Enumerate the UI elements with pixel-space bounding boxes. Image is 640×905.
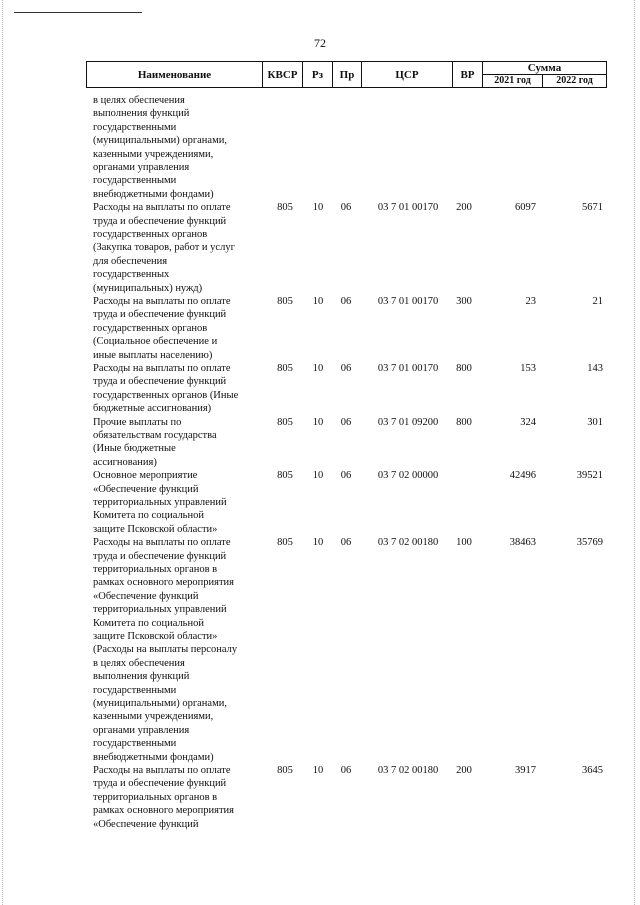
cell-name-line: государственных [93, 269, 170, 281]
cell-2021: 153 [520, 363, 536, 374]
cell-name-line: (Социальное обеспечение и [93, 336, 218, 348]
header-year-2022: 2022 год [556, 75, 593, 86]
cell-rz: 10 [312, 363, 324, 374]
header-year-2021: 2021 год [483, 75, 543, 87]
cell-name-line: Прочие выплаты по [93, 416, 182, 428]
cell-kvsr: 805 [277, 765, 293, 776]
cell-2021: 42496 [509, 470, 536, 482]
cell-name-line: защите Псковской области» [93, 523, 218, 535]
cell-2022: 21 [592, 296, 603, 307]
cell-name-line: (Иные бюджетные [93, 443, 176, 455]
cell-name-line: рамках основного мероприятия [93, 577, 234, 589]
cell-name-line: Комитета по социальной [93, 510, 204, 522]
cell-kvsr: 805 [277, 416, 293, 428]
cell-2022: 143 [587, 363, 603, 374]
cell-name-line: иные выплаты населению) [93, 349, 213, 361]
cell-2022: 35769 [576, 537, 603, 549]
cell-name-line: выполнения функций [93, 671, 190, 683]
cell-name-line: Основное мероприятие [93, 470, 198, 482]
page-number: 72 [314, 36, 326, 50]
cell-name-line: внебюджетными фондами) [93, 751, 214, 763]
header-pr: Пр [333, 62, 362, 87]
cell-2021: 3917 [515, 765, 536, 776]
cell-rz: 10 [312, 537, 324, 549]
header-sum-group [483, 62, 606, 87]
cell-rz: 10 [312, 470, 324, 482]
top-rule [14, 12, 142, 13]
cell-name-line: (муниципальными) органами, [93, 698, 227, 710]
cell-pr: 06 [340, 537, 352, 549]
cell-name-line: ассигнования) [93, 456, 157, 468]
cell-vr: 200 [456, 765, 472, 776]
cell-name-line: казенными учреждениями, [93, 711, 214, 723]
cell-name-line: внебюджетными фондами) [93, 188, 214, 200]
cell-name [93, 764, 271, 831]
cell-name [93, 362, 271, 416]
header-kvsr: КВСР [263, 62, 303, 87]
cell-name-line: (Закупка товаров, работ и услуг [93, 242, 235, 254]
cell-name-line: труда и обеспечение функций [93, 778, 227, 790]
cell-name-line: в целях обеспечения [93, 657, 185, 669]
cell-kvsr: 805 [277, 470, 293, 482]
cell-pr: 06 [340, 470, 352, 482]
cell-name-line: «Обеспечение функций [93, 590, 199, 602]
cell-name-line: государственных органов (Иные [93, 389, 239, 401]
cell-csr: 03 7 01 00170 [377, 363, 439, 374]
cell-2022: 5671 [582, 202, 603, 214]
cell-name [93, 201, 271, 295]
cell-name-line: казенными учреждениями, [93, 148, 214, 160]
cell-csr: 03 7 02 00180 [377, 537, 439, 549]
cell-rz: 10 [312, 765, 324, 776]
cell-2022: 3645 [582, 765, 603, 776]
header-name: Наименование [87, 62, 263, 87]
header-vr: ВР [453, 62, 483, 87]
cell-2022: 39521 [576, 470, 603, 482]
cell-name-line: Расходы на выплаты по оплате [93, 765, 231, 776]
cell-name-line: органами управления [93, 724, 190, 736]
cell-pr: 06 [340, 202, 352, 214]
cell-vr: 300 [456, 296, 472, 307]
cell-name-line: в целях обеспечения [93, 95, 185, 106]
cell-name-line: защите Псковской области» [93, 631, 218, 643]
cell-name-line: (муниципальными) органами, [93, 135, 227, 147]
cell-kvsr: 805 [277, 537, 293, 549]
cell-rz: 10 [312, 296, 324, 307]
cell-name [93, 295, 271, 362]
cell-name-line: «Обеспечение функций [93, 818, 199, 830]
cell-name [93, 416, 271, 470]
cell-rz: 10 [312, 202, 324, 214]
cell-name [93, 94, 271, 201]
cell-name-line: государственными [93, 738, 177, 750]
header-csr: ЦСР [362, 62, 453, 87]
cell-pr: 06 [340, 296, 352, 307]
cell-name-line: Комитета по социальной [93, 617, 204, 629]
cell-name-line: труда и обеспечение функций [93, 215, 227, 227]
cell-name-line: территориальных управлений [93, 497, 227, 508]
cell-name-line: труда и обеспечение функций [93, 376, 227, 388]
cell-vr: 800 [456, 416, 472, 428]
cell-name-line: государственными [93, 121, 177, 133]
cell-2021: 38463 [509, 537, 536, 549]
cell-name-line: выполнения функций [93, 108, 190, 120]
cell-2022: 301 [587, 416, 603, 428]
header-rz: Рз [303, 62, 333, 87]
cell-kvsr: 805 [277, 363, 293, 374]
cell-csr: 03 7 01 00170 [377, 202, 439, 214]
cell-name-line: Расходы на выплаты по оплате [93, 296, 231, 307]
cell-2021: 23 [525, 296, 536, 307]
cell-name-line: государственными [93, 684, 177, 696]
scan-edge-left [2, 0, 5, 905]
cell-pr: 06 [340, 363, 352, 374]
cell-2021: 6097 [515, 202, 536, 214]
cell-csr: 03 7 01 00170 [377, 296, 439, 307]
cell-name-line: рамках основного мероприятия [93, 805, 234, 817]
cell-name-line: территориальных управлений [93, 604, 227, 616]
cell-name [93, 536, 271, 764]
cell-csr: 03 7 02 00000 [377, 470, 439, 482]
cell-name-line: обязательствам государства [93, 430, 217, 441]
cell-name [93, 469, 271, 536]
scan-edge-right [634, 0, 637, 905]
cell-name-line: государственных органов [93, 322, 208, 334]
cell-name-line: органами управления [93, 162, 190, 174]
cell-kvsr: 805 [277, 296, 293, 307]
cell-name-line: государственных органов [93, 229, 208, 240]
cell-2021: 324 [520, 416, 536, 428]
cell-vr: 100 [456, 537, 472, 549]
cell-name-line: территориальных органов в [93, 564, 218, 575]
cell-name-line: для обеспечения [93, 255, 168, 267]
cell-name-line: «Обеспечение функций [93, 483, 199, 495]
cell-vr: 800 [456, 363, 472, 374]
cell-name-line: (Расходы на выплаты персоналу [93, 644, 238, 656]
cell-vr: 200 [456, 202, 472, 214]
cell-name-line: труда и обеспечение функций [93, 309, 227, 321]
header-sum: Сумма [483, 62, 606, 75]
cell-csr: 03 7 02 00180 [377, 765, 439, 776]
cell-pr: 06 [340, 416, 352, 428]
cell-kvsr: 805 [277, 202, 293, 214]
cell-name-line: труда и обеспечение функций [93, 550, 227, 562]
cell-name-line: Расходы на выплаты по оплате [93, 363, 231, 374]
table-header [86, 61, 607, 88]
cell-name-line: бюджетные ассигнования) [93, 403, 212, 415]
cell-name-line: государственными [93, 175, 177, 187]
cell-rz: 10 [312, 416, 324, 428]
cell-name-line: территориальных органов в [93, 791, 218, 803]
cell-csr: 03 7 01 09200 [377, 416, 439, 428]
cell-name-line: Расходы на выплаты по оплате [93, 537, 231, 549]
cell-pr: 06 [340, 765, 352, 776]
cell-name-line: (муниципальных) нужд) [93, 282, 203, 294]
cell-name-line: Расходы на выплаты по оплате [93, 202, 231, 214]
